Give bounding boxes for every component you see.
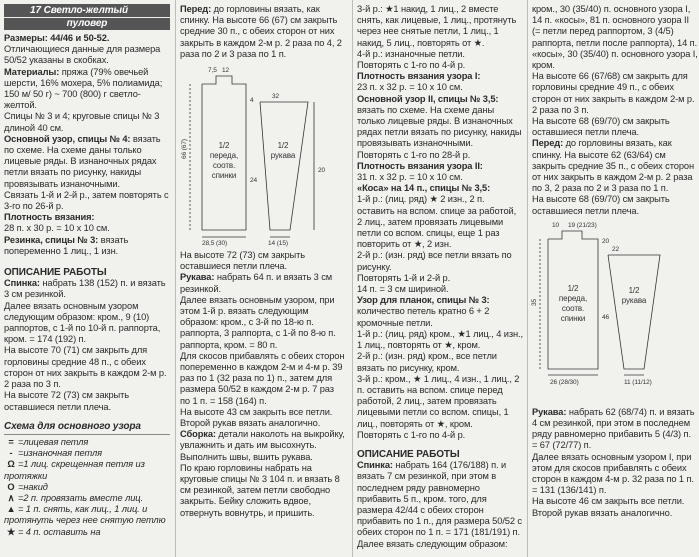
front-text-2: до горловины вязать, как спинку. На высоте 62 (63/64) см закрыть средние 35 п., с обеих сторон от них закрыть в каждом 2-м р. 2 раза по 3, 2 раза по 2 и 3 раза по 1 п. (532, 138, 695, 194)
neck-text: На высоте 66 (67/68) см закрыть для горловины средние 49 п., с обеих сторон от них закрыть в каждом 2-м р. 2 раза по 3 п. (532, 71, 695, 115)
pattern2-repeat: Повторять с 1-го по 28-й р. (357, 149, 471, 160)
dim-label: 24 (250, 177, 258, 185)
dim-label: 46 (602, 313, 610, 321)
front-label-2: Перед: (532, 138, 564, 149)
svg-text:спинки: спинки (560, 313, 586, 323)
legend-item: - =изнаночная петля (4, 448, 170, 459)
svg-text:рукава: рукава (621, 295, 647, 305)
band-label: Узор для планок, спицы № 3: (357, 295, 490, 306)
legend-item: ∧ =2 п. провязать вместе лиц. (4, 493, 170, 504)
front-text-2b: На высоте 68 (69/70) см закрыть оставшиеся петли плеча. (532, 194, 670, 216)
dim-label: 26 (28/30) (550, 378, 579, 386)
density1-text: 23 п. х 32 р. = 10 х 10 см. (357, 82, 463, 93)
cable-label: «Коса» на 14 п., спицы № 3,5: (357, 183, 491, 194)
dim-label: 10 (552, 221, 560, 229)
sleeve-text-2: Далее вязать основным узором, при этом 1-й р. вязать следующим образом: кром., с 3-й по 18-ю п. раппорта, 3 раппорта, с 1-й по 8-ю п. раппорта, кром. = 80 п. (180, 294, 336, 350)
sizes-text: Размеры: 44/46 и 50-52. (4, 33, 110, 43)
dim-label: 7,5 (208, 67, 217, 75)
back-text-2: набрать 164 (176/188) п. и вязать 7 см резинкой, при этом в последнем ряду равномерно прибавить 5 п., кром. того, для размера 42/44 с обеих сторон прибавить по 1 п., для размера 50/52 с обеих сторон по 1 п. = 171 (181/191) п. (357, 460, 522, 538)
svg-text:1/2: 1/2 (567, 283, 579, 293)
svg-text:соотв.: соотв. (212, 161, 236, 171)
cable-repeat: Повторять 1-й и 2-й р. (357, 272, 451, 283)
column-2 (180, 0, 346, 557)
work-heading: ОПИСАНИЕ РАБОТЫ (4, 267, 107, 279)
front-piece-label: 1/2 (218, 141, 230, 151)
main-pattern-label: Основной узор, спицы № 4: (4, 133, 131, 144)
band-row3: 3-й р.: кром., ★ 1 лиц., 4 изн., 1 лиц., 2 п. оставить на вспом. спице перед работой, 2 лиц., затем провязать лицевыми петли со вспом. спицы, 1 лиц., повторять от ★, кром. (357, 373, 520, 429)
sleeve-outline (260, 102, 308, 230)
assembly-label: Сборка: (180, 429, 216, 440)
svg-text:переда,: переда, (209, 151, 239, 161)
sleeve-text-4: На высоте 43 см закрыть все петли. Второй рукав вязать аналогично. (180, 406, 333, 429)
sleeve-piece-label: 1/2 (277, 141, 289, 151)
column-4 (532, 0, 698, 557)
back-cont-text: кром., 30 (35/40) п. основного узора I, 14 п. «косы», 81 п. основного узора II (= петли перед раппортом, 3 (4/5) раппорта, петли после раппорта), 14 п. «косы», 30 (35/40) п. основного узора I, кром. (532, 4, 698, 71)
band-row1: 1-й р.: (лиц. ряд) кром., ★1 лиц., 4 изн., 1 лиц., повторять от ★, кром. (357, 328, 524, 351)
legend-item: O =накид (4, 482, 170, 493)
back-text: набрать 138 (152) п. и вязать 3 см резинкой. (4, 278, 166, 300)
back-label-2: Спинка: (357, 460, 393, 471)
front-label: Перед: (180, 4, 212, 14)
back-text-2: Далее вязать основным узором следующим образом: кром., 9 (10) раппортов, с 1-й по 10-й п. раппорта, кром. = 174 (192) п. (4, 300, 161, 345)
article-title: 17 Светло-желтый (4, 4, 170, 17)
row4-text: 4-й р.: изнаночные петли. (357, 48, 465, 59)
cable-row1: 1-й р.: (лиц. ряд) ★ 2 изн., 2 п. оставить на вспом. спице за работой, 2 лиц., затем провязать лицевыми петли со вспом. спицы, еще 1 раз повторить от ★, 2 изн. (357, 194, 517, 250)
sleeve-text-2: набрать 62 (68/74) п. и вязать 4 см резинкой, при этом в последнем ряду равномерно прибавить 5 (4/3) п. = 67 (72/77) п. (532, 406, 695, 451)
svg-text:спинки: спинки (211, 171, 237, 181)
dim-label: 20 (318, 167, 326, 175)
repeat-text: Повторять с 1-го по 4-й р. (357, 60, 466, 71)
knit-symbol-icon: = (8, 436, 14, 447)
svg-text:рукава: рукава (270, 151, 296, 161)
sleeve-text-3: Для скосов прибавлять с обеих сторон попеременно в каждом 2-м и 4-м р. 39 раз по 1 (32 раза по 1) п., затем для размера 50/52 в каждом 2-м р. 7 раз по 1 п. = 158 (164) п. (180, 350, 345, 406)
repeat-text: Связать 1-й и 2-й р., затем повторять с 3-го по 26-й р. (4, 189, 169, 212)
legend-rule (4, 434, 170, 435)
dim-label: 11 (11/12) (624, 378, 652, 386)
dim-label: 19 (21/23) (568, 221, 597, 229)
cable-row2: 2-й р.: (изн. ряд) все петли вязать по рисунку. (357, 250, 512, 272)
column-1 (4, 0, 170, 557)
back-label: Спинка: (4, 278, 40, 289)
materials-label: Материалы: (4, 66, 60, 77)
column-divider (352, 0, 353, 557)
legend-item: ★ = 4 п. оставить на (4, 527, 170, 538)
dim-label: 22 (612, 245, 620, 253)
legend-list (4, 437, 170, 538)
dim-label: 32 (272, 93, 280, 101)
dim-label: 20 (602, 237, 610, 245)
pattern2-text: вязать по схеме. На схеме даны только лицевые ряды. В изнаночных рядах петли вязать по рисунку, накиды провязывать изнаночными. (357, 104, 522, 149)
assembly-text-2: По краю горловины набрать на круговые спицы № 3 104 п. и вязать 8 см резинкой, затем петли свободно закрыть. Бейку сложить вдвое, отвернуть вовнутрь, и пришить. (180, 462, 340, 518)
sleeve-text: набрать 64 п. и вязать 3 см резинкой. (180, 272, 333, 294)
back-text-2b: Далее вязать следующим образом: (357, 538, 508, 549)
sizes-note: Отличающиеся данные для размера 50/52 указаны в скобках. (4, 44, 161, 66)
schematic-diagram-2 (532, 219, 698, 405)
sleeve-label: Рукава: (180, 272, 215, 283)
svg-text:соотв.: соотв. (561, 303, 585, 313)
band-row2: 2-й р.: (изн. ряд) кром., все петли вязать по рисунку, кром. (357, 351, 497, 373)
after-text: На высоте 72 (73) см закрыть оставшиеся петли плеча. (180, 250, 306, 272)
rib-text: вязать попеременно 1 лиц., 1 изн. (4, 234, 129, 256)
density-text: 28 п. х 30 р. = 10 х 10 см. (4, 223, 110, 234)
row3-text: 3-й р.: ★1 накид, 1 лиц., 2 вместе снять, как лицевые, 1 лиц., протянуть через нее снятые петли, 1 лиц., 1 накид, 5 лиц., повторять от ★. (357, 4, 517, 48)
article-subtitle: пуловер (4, 18, 170, 30)
column-divider (527, 0, 528, 557)
materials-text: пряжа (79% овечьей шерсти, 16% мохера, 5% полиамида; 150 м/ 50 г) ~ 700 (800) г светло-желтой. (4, 66, 163, 111)
back-text-3: На высоте 70 (71) см закрыть для горловины средние 48 п., с обеих сторон от них закрыть в каждом 2-м р. 2 раза по 3 п. (4, 345, 167, 390)
column-divider (175, 0, 176, 557)
dim-label: 66 (67) (181, 139, 188, 160)
rib-label: Резинка, спицы № 3: (4, 234, 99, 245)
purl-symbol-icon: - (9, 448, 13, 459)
cable-width: 14 п. = 3 см шириной. (357, 284, 449, 295)
legend-item: ▲ = 1 п. снять, как лиц., 1 лиц. и протянуть через нее снятую петлю (4, 504, 166, 526)
svg-text:переда,: переда, (558, 293, 588, 303)
band-text: количество петель кратно 6 + 2 кромочные петли. (357, 306, 490, 328)
assembly-text: детали наколоть на выкройку, увлажнить и дать им высохнуть. Выполнить швы, вшить рукава. (180, 429, 345, 462)
schematic-diagram (180, 62, 346, 248)
legend-title: Схема для основного узора (4, 420, 141, 432)
legend-item: = =лицевая петля (4, 437, 170, 448)
back-text-4: На высоте 72 (73) см закрыть оставшиеся петли плеча. (4, 390, 130, 412)
yarn-over-symbol-icon: O (7, 481, 15, 492)
front-text: до горловины вязать, как спинку. На высоте 66 (67) см закрыть средние 30 п., с обеих сторон от них закрыть в каждом 2-м р. 2 раза по 4, 2 раза по 2 и 3 раза по 1 п. (180, 4, 342, 59)
dim-label: 35 (531, 298, 538, 306)
work-heading-2: ОПИСАНИЕ РАБОТЫ (357, 448, 460, 460)
k2tog-symbol-icon: ∧ (7, 492, 15, 503)
pattern2-label: Основной узор II, спицы № 3,5: (357, 93, 499, 104)
dim-label: 12 (222, 67, 230, 75)
column-3 (357, 0, 523, 557)
band-repeat: Повторять с 1-го по 4-й р. (357, 429, 466, 440)
dim-label: 4 (250, 97, 254, 105)
shoulder-text: На высоте 68 (69/70) см закрыть оставшиеся петли плеча. (532, 116, 670, 138)
sleeve-label-2: Рукава: (532, 406, 567, 417)
star-symbol-icon: ★ (6, 526, 16, 537)
twisted-stitch-symbol-icon: Ω (7, 459, 15, 470)
main-pattern-text: вязать по схеме. На схеме даны только лицевые ряды. В изнаночных рядах петли вязать по рисунку, накиды провязывать изнаночными. (4, 133, 161, 189)
skp-symbol-icon: ▲ (6, 504, 16, 515)
svg-text:1/2: 1/2 (628, 285, 640, 295)
pattern-schematic-2 (532, 219, 698, 389)
sleeve-text-2b: Далее вязать основным узором I, при этом для скосов прибавлять с обеих сторон в каждом 4-м р. 32 раза по 1 п. = 131 (136/141) п. (532, 451, 694, 496)
density-label: Плотность вязания: (4, 212, 95, 223)
needles-text: Спицы № 3 и 4; круговые спицы № 3 длиной 40 см. (4, 111, 160, 133)
legend-item: Ω =1 лиц. скрещенная петля из протяжки (4, 459, 145, 481)
density1-label: Плотность вязания узора I: (357, 71, 481, 82)
sleeve-text-2c: На высоте 46 см закрыть все петли. Второй рукав вязать аналогично. (532, 496, 685, 518)
density2-text: 31 п. х 32 р. = 10 х 10 см. (357, 172, 463, 183)
density2-label: Плотность вязания узора II: (357, 160, 483, 171)
sleeve-outline-2 (608, 255, 660, 369)
dim-label: 28,5 (30) (202, 240, 228, 248)
pattern-schematic (180, 62, 346, 248)
dim-label: 14 (15) (268, 240, 288, 248)
